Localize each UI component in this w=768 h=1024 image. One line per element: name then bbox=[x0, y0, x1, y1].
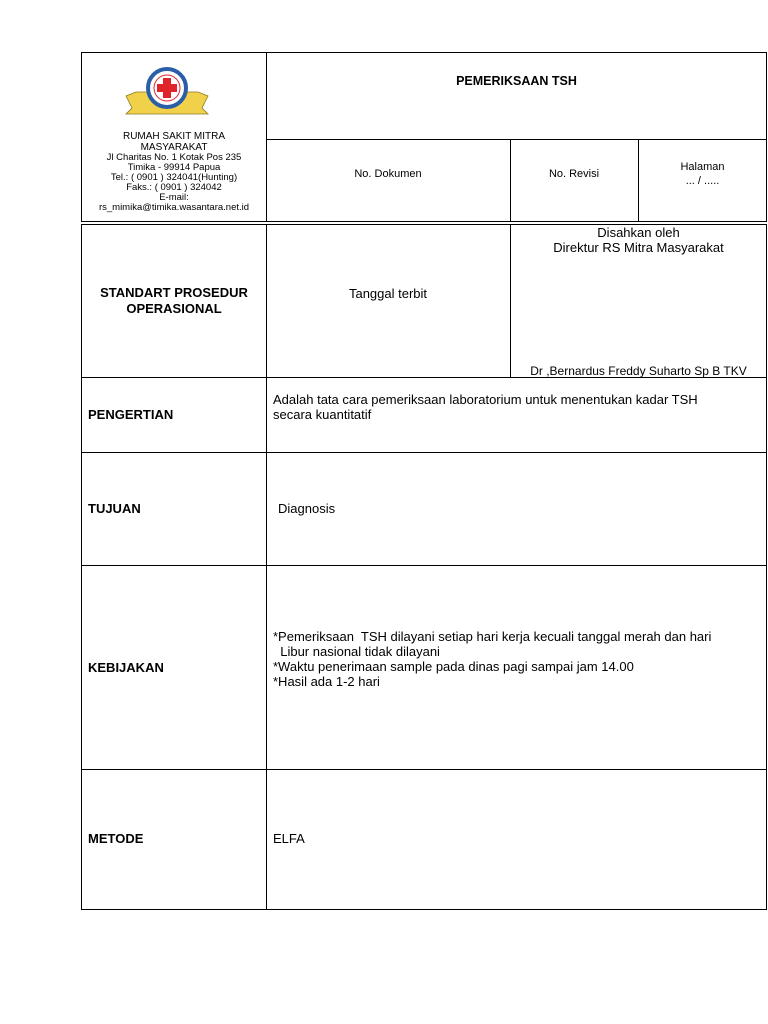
kebijakan-line4: *Hasil ada 1-2 hari bbox=[273, 674, 380, 689]
kebijakan-label: KEBIJAKAN bbox=[88, 660, 164, 675]
sop-label-line2: OPERASIONAL bbox=[126, 301, 222, 316]
kebijakan-line1: *Pemeriksaan TSH dilayani setiap hari kerja kecuali tanggal merah dan hari bbox=[273, 629, 712, 644]
pengertian-label: PENGERTIAN bbox=[88, 407, 174, 422]
hospital-email-label: E-mail: bbox=[159, 192, 189, 203]
sop-label-line1: STANDART PROSEDUR bbox=[100, 285, 248, 300]
hospital-email: rs_mimika@timika.wasantara.net.id bbox=[98, 202, 250, 213]
tujuan-label: TUJUAN bbox=[88, 501, 141, 516]
no-revisi-label: No. Revisi bbox=[548, 168, 600, 180]
document-title: PEMERIKSAAN TSH bbox=[456, 74, 577, 88]
pengertian-line2: secara kuantitatif bbox=[273, 407, 372, 422]
metode-label: METODE bbox=[88, 831, 144, 846]
metode-text: ELFA bbox=[273, 831, 305, 846]
hospital-city: Timika - 99914 Papua bbox=[127, 162, 221, 173]
hospital-tel: Tel.: ( 0901 ) 324041(Hunting) bbox=[110, 172, 238, 183]
signatory-name: Dr ,Bernardus Freddy Suharto Sp B TKV bbox=[530, 364, 747, 378]
disahkan-oleh: Disahkan oleh bbox=[597, 225, 680, 240]
hospital-info bbox=[82, 131, 266, 213]
hospital-address: Jl Charitas No. 1 Kotak Pos 235 bbox=[106, 152, 242, 163]
pengertian-line1: Adalah tata cara pemeriksaan laboratorium untuk menentukan kadar TSH bbox=[273, 392, 698, 407]
hospital-name-line2: MASYARAKAT bbox=[140, 142, 208, 153]
halaman-value: ... / ..... bbox=[685, 175, 720, 187]
tanggal-terbit: Tanggal terbit bbox=[348, 285, 428, 301]
hospital-logo bbox=[124, 66, 210, 120]
hospital-name-line1: RUMAH SAKIT MITRA bbox=[122, 131, 226, 142]
kebijakan-line2: Libur nasional tidak dilayani bbox=[273, 644, 440, 659]
no-dokumen-label: No. Dokumen bbox=[354, 168, 422, 180]
halaman-label: Halaman bbox=[680, 161, 725, 173]
tujuan-text: Diagnosis bbox=[278, 501, 336, 516]
kebijakan-line3: *Waktu penerimaan sample pada dinas pagi sampai jam 14.00 bbox=[273, 659, 634, 674]
hospital-fax: Faks.: ( 0901 ) 324042 bbox=[126, 182, 222, 193]
direktur-title: Direktur RS Mitra Masyarakat bbox=[553, 240, 724, 255]
